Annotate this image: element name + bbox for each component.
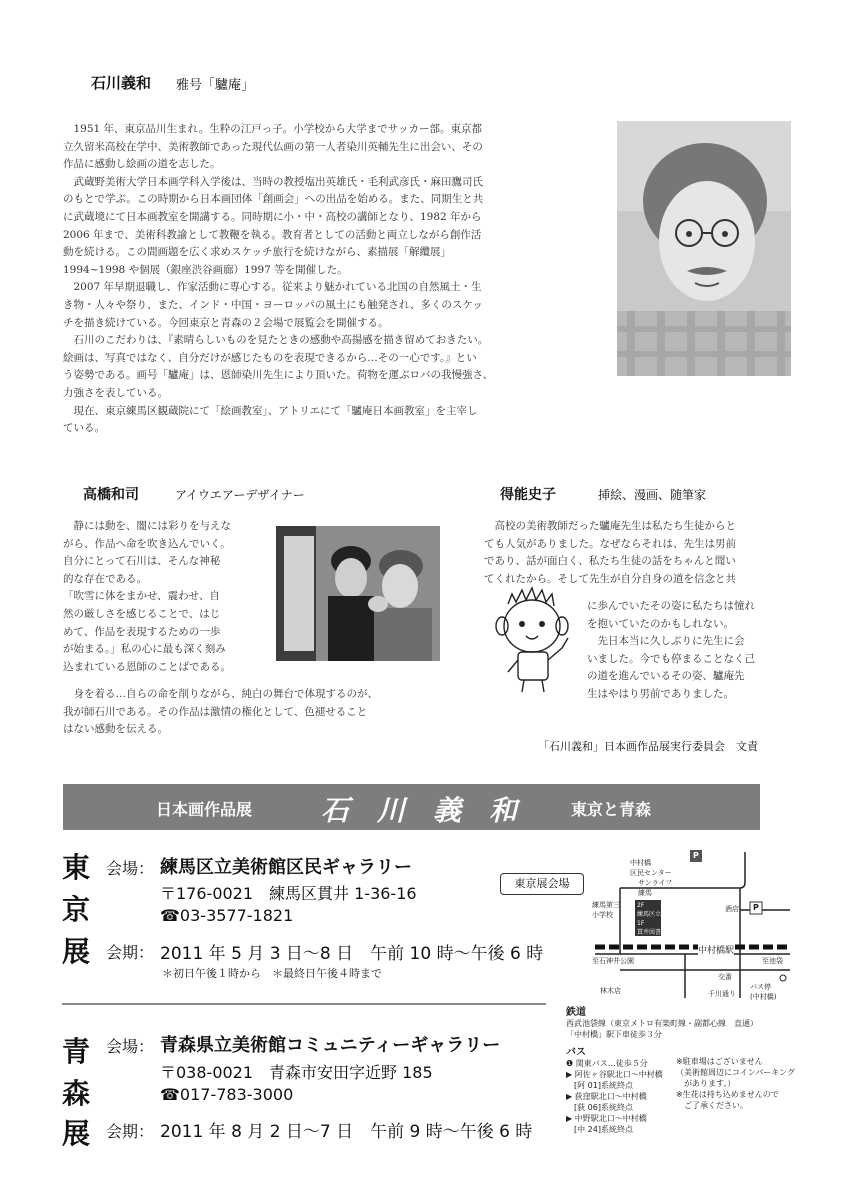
tokuno-line: であり、話が面白く、私たち生徒の話をちゃんと聞い bbox=[484, 555, 736, 568]
bus-line: ❶ 関東バス…徒歩５分 bbox=[566, 1059, 648, 1068]
bus-title: バス bbox=[566, 1047, 586, 1058]
tokuno-text-wide bbox=[484, 518, 774, 588]
bio-line: 作品に感動し絵画の道を志した。 bbox=[63, 158, 221, 171]
bio-line: 1951 年、東京品川生まれ。生粋の江戸っ子。小学校から大学までサッカー部。東京都 bbox=[63, 123, 482, 135]
tokyo-map-label: 東京展会場 bbox=[500, 873, 584, 895]
takahashi-line: 静には動を、闇には彩りを与えな bbox=[63, 520, 231, 532]
takahashi-line: 然の厳しさを感じることで、はじ bbox=[63, 607, 221, 620]
bio-line: チを描き続けている。今回東京と青森の２会場で展覧会を開催する。 bbox=[63, 316, 389, 329]
rail-title: 鉄道 bbox=[566, 1007, 586, 1018]
map-shop: 林木店 bbox=[600, 987, 621, 995]
credit-line: 「石川義和」日本画作品展実行委員会 文責 bbox=[538, 740, 758, 753]
takahashi-line: はない感動を伝える。 bbox=[63, 723, 168, 736]
tokuno-line: を抱いていたのかもしれない。 bbox=[587, 617, 734, 630]
bio-line: 2006 年まで、美術科教諭として教鞭を執る。教育者としての活動と両立しながら創作活 bbox=[63, 228, 482, 241]
map-sunlife: サンライフ 練馬 bbox=[638, 879, 673, 897]
bus-line: [荻 06]系統終点 bbox=[566, 1103, 633, 1112]
note-line: があります。） bbox=[676, 1079, 736, 1088]
takahashi-text-narrow bbox=[63, 518, 273, 676]
tokyo-kanji-1: 東 bbox=[62, 851, 91, 884]
aomori-venue-name: 青森県立美術館コミュニティーギャラリー bbox=[160, 1035, 501, 1056]
map-parking-2: P bbox=[753, 903, 759, 912]
tokyo-tel: ☎03-3577-1821 bbox=[160, 906, 294, 925]
takahashi-role: アイウエアーデザイナー bbox=[175, 488, 305, 502]
map-senkawa: 千川通り bbox=[708, 990, 736, 998]
bio-line: 1994~1998 や個展（銀座渋谷画廊）1997 等を開催した。 bbox=[63, 263, 348, 276]
access-bus bbox=[566, 1043, 663, 1135]
takahashi-line: 的な存在である。 bbox=[63, 572, 147, 585]
boy-cartoon-icon bbox=[486, 586, 586, 696]
tokuno-role: 挿絵、漫画、随筆家 bbox=[598, 488, 707, 502]
bio-line: き物・人々や祭り、また、インド・中国・ヨーロッパの風土にも触発され、多くのスケッ bbox=[63, 298, 483, 311]
two-men-illustration bbox=[276, 526, 440, 661]
map-drawing bbox=[590, 850, 790, 1000]
aomori-kanji-2: 森 bbox=[62, 1077, 91, 1110]
tokuno-line: の道を進んでいるその姿、驢庵先 bbox=[587, 670, 745, 683]
aomori-address: 〒038-0021 青森市安田字近野 185 bbox=[160, 1063, 433, 1082]
exhibition-banner bbox=[63, 784, 760, 830]
aomori-kanji-3: 展 bbox=[62, 1117, 91, 1150]
artist-name: 石川義和 bbox=[91, 74, 152, 92]
takahashi-line: 身を着る…自らの命を削りながら、純白の舞台で体現するのが、 bbox=[63, 688, 378, 700]
bio-line: 力強さを表している。 bbox=[63, 386, 168, 399]
bio-line: 絵画は、写真ではなく、自分だけが感じたものを表現できるから…その一心です。』とい bbox=[63, 351, 477, 364]
access-rail bbox=[566, 1003, 758, 1040]
section-divider bbox=[62, 1003, 546, 1005]
takahashi-name: 高橋和司 bbox=[83, 487, 139, 503]
bio-line: 動を続ける。この間画題を広く求めスケッチ旅行を続けながら、素描展「解纜展」 bbox=[63, 246, 451, 259]
tokyo-kanji-3: 展 bbox=[62, 935, 91, 968]
rail-line: 西武池袋線（東京メトロ有楽町線・副都心線 直通） bbox=[566, 1019, 758, 1028]
map-liquor: 酒店 bbox=[725, 905, 739, 913]
rail-line: 「中村橋」駅下車徒歩３分 bbox=[566, 1030, 662, 1039]
map-shrine: 至石神井公園 bbox=[592, 957, 634, 965]
bus-line: ▶ 荻窪駅北口～中村橋 bbox=[566, 1092, 647, 1101]
aomori-kanji-1: 青 bbox=[62, 1035, 91, 1068]
bio-line: 現在、東京練馬区観蔵院にて「絵画教室」、アトリエにて「驢庵日本画教室」を主宰し bbox=[63, 404, 478, 417]
bio-line: ている。 bbox=[63, 422, 105, 435]
takahashi-line: 「吹雪に体をまかせ、震わせ、自 bbox=[63, 590, 220, 603]
tokuno-line: いました。今でも停まることなく己 bbox=[587, 652, 755, 665]
takahashi-text-wide bbox=[63, 686, 443, 739]
artist-pen-name: 雅号「驢庵」 bbox=[176, 78, 255, 93]
tokyo-kanji-2: 京 bbox=[62, 893, 91, 926]
map-koban: 交番 bbox=[718, 973, 732, 981]
tokuno-line: てくれたから。そして先生が自分自身の道を信念と共 bbox=[484, 572, 736, 585]
tokuno-line: 先日本当に久しぶりに先生に会 bbox=[587, 635, 745, 648]
aomori-venue-label: 会場： bbox=[106, 1037, 155, 1056]
tokuno-name: 得能史子 bbox=[500, 487, 556, 503]
aomori-period: 2011 年 8 月 2 日～7 日 午前 9 時～午後 6 時 bbox=[160, 1122, 533, 1142]
takahashi-line: 込まれている恩師のことばである。 bbox=[63, 660, 231, 673]
artist-bio bbox=[63, 121, 611, 438]
takahashi-line: めて、作品を表現するための一歩 bbox=[63, 625, 221, 638]
bus-line: ▶ 中野駅北口～中村橋 bbox=[566, 1114, 647, 1123]
bus-line: [阿 01]系統終点 bbox=[566, 1081, 633, 1090]
bio-line: のもとで学ぶ。この時期から日本画団体「創画会」への出品を始める。また、同期生と共 bbox=[63, 193, 484, 206]
takahashi-line: 我が師石川である。その作品は激情の権化として、色褪せること bbox=[63, 705, 368, 718]
tokuno-line: ても人気がありました。なぜならそれは、先生は男前 bbox=[484, 537, 736, 550]
tokyo-address: 〒176-0021 練馬区貫井 1-36-16 bbox=[160, 884, 417, 903]
takahashi-photo bbox=[276, 526, 440, 661]
tokyo-period: 2011 年 5 月 3 日～8 日 午前 10 時～午後 6 時 bbox=[160, 944, 544, 964]
bio-line: 石川のこだわりは、『素晴らしいものを見たときの感動や高揚感を描き留めておきたい。 bbox=[63, 334, 489, 347]
note-line: （美術館周辺にコインパーキング bbox=[676, 1068, 795, 1077]
map-nakamurabashi-center: 中村橋 区民センター bbox=[630, 859, 672, 877]
bus-line: [中 24]系統終点 bbox=[566, 1125, 633, 1134]
banner-suffix: 東京と青森 bbox=[571, 800, 652, 819]
tokuno-line: 高校の美術教師だった驢庵先生は私たち生徒からと bbox=[484, 520, 736, 532]
access-notes bbox=[676, 1056, 795, 1111]
map-parking: P bbox=[693, 851, 699, 860]
tokyo-venue-label: 会場： bbox=[106, 859, 155, 878]
takahashi-line: が始まる。」私の心に最も深く刻み bbox=[63, 643, 226, 656]
map-school: 練馬第三 小学校 bbox=[592, 901, 620, 919]
map-ikebukuro: 至池袋 bbox=[762, 957, 783, 965]
aomori-tel: ☎017-783-3000 bbox=[160, 1085, 294, 1104]
note-line: ご了承ください。 bbox=[676, 1101, 748, 1110]
map-museum: 2F 練馬区立美術館 bbox=[637, 902, 680, 918]
bio-line: に武蔵境にて日本画教室を開講する。同時期に小・中・高校の講師となり、1982 年から bbox=[63, 210, 482, 223]
tokyo-note: ＊初日午後１時から ＊最終日午後４時まで bbox=[162, 967, 382, 980]
bio-line: 2007 年早期退職し、作家活動に専心する。従来より魅かれている北国の自然風土・生 bbox=[63, 281, 482, 294]
bio-line: 立久留米高校在学中、美術教師であった現代仏画の第一人者染川英輔先生に出会い、その bbox=[63, 140, 483, 153]
tokuno-line: 生はやはり男前でありました。 bbox=[587, 687, 734, 700]
aomori-period-label: 会期： bbox=[106, 1122, 155, 1141]
bus-line: ▶ 阿佐ヶ谷駅北口～中村橋 bbox=[566, 1070, 663, 1079]
note-line: ※生花は持ち込めませんので bbox=[676, 1090, 779, 1099]
takahashi-line: がら、作品へ命を吹き込んでいく。 bbox=[63, 537, 231, 550]
takahashi-line: 自分にとって石川は、そんな神秘 bbox=[63, 555, 221, 568]
map-bus-stop: バス停 (中村橋) bbox=[750, 983, 777, 1001]
tokuno-text-narrow bbox=[587, 598, 787, 704]
note-line: ※駐車場はございません bbox=[676, 1057, 763, 1066]
tokyo-venue-name: 練馬区立美術館区民ギャラリー bbox=[160, 857, 412, 878]
map-station: 中村橋駅 bbox=[698, 943, 734, 956]
map-library: 1F 貫井図書館 bbox=[637, 920, 668, 936]
access-map bbox=[590, 850, 790, 1000]
banner-prefix: 日本画作品展 bbox=[156, 800, 253, 819]
bio-line: う姿勢である。画号「驢庵」は、恩師染川先生により頂いた。荷物を運ぶロバの我慢強さ、 bbox=[63, 369, 494, 382]
tokuno-line: に歩んでいたその姿に私たちは憧れ bbox=[587, 600, 755, 612]
artist-portrait-photo bbox=[617, 121, 791, 376]
boy-cartoon-illustration bbox=[486, 586, 586, 696]
portrait-illustration bbox=[617, 121, 791, 376]
tokyo-period-label: 会期： bbox=[106, 943, 155, 962]
bio-line: 武蔵野美術大学日本画学科入学後は、当時の教授塩出英雄氏・毛利武彦氏・麻田鷹司氏 bbox=[63, 175, 483, 188]
banner-artist-name: 石 川 義 和 bbox=[321, 794, 518, 827]
